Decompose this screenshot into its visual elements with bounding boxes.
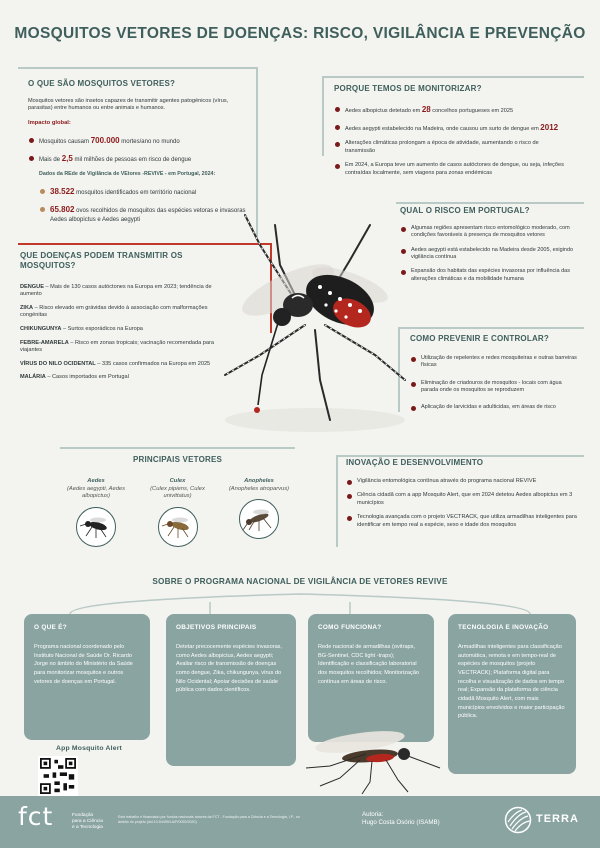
item-text: Mosquitos causam	[39, 138, 91, 145]
vector-species: (Anopheles atroparvus)	[228, 485, 290, 492]
program-heading: SOBRE O PROGRAMA NACIONAL DE VIGILÂNCIA DE VETORES REVIVE	[152, 577, 448, 586]
item-text: concelhos portugueses em 2025	[430, 107, 514, 114]
revive-label: Dados da REde de Vigilância de VEtores -REVIVE - em Portugal, 2024:	[39, 171, 216, 178]
bullet-icon	[347, 494, 352, 499]
list-item	[334, 123, 570, 134]
item-text: Eliminação de criadouros de mosquitos - locais com água parada onde os mosquitos se reproduzem	[421, 379, 562, 394]
list-item	[400, 268, 580, 283]
item-highlight: 28	[421, 104, 431, 114]
fct-logo: fct	[18, 802, 54, 831]
disease-item	[20, 361, 220, 369]
app-label: App Mosquito Alert	[55, 745, 123, 752]
funding-text: Este trabalho é financiado por fundos nacionais através da FCT - Fundação para a Ciência e a Tecnologia, I.P., no âmbito do projeto (doi:10.54499/LA/P/0092/2020)	[118, 815, 300, 825]
bullet-icon	[40, 207, 45, 212]
card-title: OBJETIVOS PRINCIPAIS	[176, 624, 257, 631]
item-text: Vigilância entomológica contínua através do programa nacional REVIVE	[357, 477, 537, 484]
section-divider	[322, 76, 324, 156]
terra-logo-icon	[504, 806, 532, 834]
program-card	[448, 614, 576, 774]
prevent-section	[410, 334, 580, 419]
vector-species: (Culex pipiens, Culex univittatus)	[150, 485, 205, 500]
disease-name: VÍRUS DO NILO OCIDENTAL	[20, 360, 96, 367]
disease-text: – Risco elevado em grávidas devido à associação com malformações congénitas	[20, 304, 208, 319]
disease-text: – Mais de 130 casos autóctones na Europa em 2023; tendência de aumento	[20, 283, 212, 298]
item-text: Em 2024, a Europa teve um aumento de casos autóctones de dengue, ou seja, infeções contraídas localmente, sem viagens para zonas endémicas	[345, 162, 564, 177]
qr-code-android[interactable]	[38, 756, 78, 796]
card-text: Detetar precocemente espécies invasoras, como Aedes albopictus, Aedes aegypti; Avaliar risco de transmissão de doenças como dengue, Zika, chikungunya, vírus do Nilo Ocidental; Apoiar decisões de saúde pública com dados científicos.	[176, 643, 283, 694]
card-text: Rede nacional de armadilhas (ovitraps, BG-Sentinel, CDC light -traps); Identificação e classificação laboratorial dos mosquitos recolhidos; Monitorização contínua em áreas de risco.	[318, 643, 420, 685]
mosquito-icon	[239, 499, 279, 539]
item-text: Algumas regiões apresentam risco entomológico moderado, com condições favoráveis à presença de mosquitos vetores	[411, 224, 570, 239]
list-item	[400, 247, 580, 262]
disease-item	[20, 326, 220, 334]
list-item	[346, 514, 582, 529]
program-card	[24, 614, 150, 740]
section-divider	[336, 455, 338, 547]
disease-name: DENGUE	[20, 283, 44, 290]
mosquito-icon	[158, 507, 198, 547]
section-divider	[322, 76, 584, 78]
card-title: TECNOLOGIA E INOVAÇÃO	[458, 624, 549, 631]
disease-item	[20, 284, 220, 299]
bullet-icon	[411, 406, 416, 411]
mosquito-photo	[300, 716, 450, 796]
vector-name: Aedes	[87, 477, 105, 484]
disease-text: – Casos importados em Portugal	[45, 374, 129, 381]
disease-name: ZIKA	[20, 304, 34, 311]
item-text: Aedes albopictus detetado em	[345, 107, 422, 114]
card-text: Programa nacional coordenado pelo Instituto Nacional de Saúde Dr. Ricardo Jorge no âmbito do Ministério da Saúde para monitorizar mosquitos e outros vetores de doenças em Portugal.	[34, 643, 133, 685]
section-heading: PORQUE TEMOS DE MONITORIZAR?	[334, 84, 482, 93]
bullet-icon	[335, 125, 340, 130]
vectors-section	[60, 455, 295, 547]
item-text: Aedes aegypti está estabelecido na Madeira desde 2005, exigindo vigilância contínua	[411, 246, 574, 261]
section-divider	[60, 447, 295, 449]
list-item	[410, 404, 580, 411]
item-text: Aplicação de larvicidas e adulticidas, em áreas de risco	[421, 404, 556, 411]
intro-text: Mosquitos vetores são insetos capazes de transmitir agentes patogénicos (vírus, parasitas) entre humanos ou entre animais e humanos.	[28, 97, 229, 112]
section-divider	[18, 67, 258, 69]
item-text: ovos recolhidos de mosquitos das espécies vetoras e invasoras Aedes albopictus e Aedes aegypti	[50, 208, 246, 224]
author-block	[362, 811, 440, 828]
vector-aedes	[60, 478, 132, 547]
bullet-icon	[335, 107, 340, 112]
disease-item	[20, 340, 220, 355]
item-text: Expansão dos habitats das espécies invasoras por influência das alterações climáticas e da mobilidade humana	[411, 268, 570, 282]
section-heading: INOVAÇÃO E DESENVOLVIMENTO	[346, 458, 484, 467]
disease-item	[20, 374, 220, 382]
vector-species: (Aedes aegypti, Aedes albopictus)	[66, 485, 126, 500]
list-item	[410, 355, 580, 370]
fct-line: e a Tecnologia	[72, 825, 103, 831]
item-highlight: 700.000	[90, 135, 120, 145]
list-item	[28, 136, 250, 147]
section-divider	[396, 202, 584, 204]
terra-name: TERRA	[536, 813, 579, 825]
disease-name: MALÁRIA	[20, 374, 46, 381]
bullet-icon	[347, 516, 352, 521]
section-heading: COMO PREVENIR E CONTROLAR?	[410, 334, 549, 343]
vector-name: Culex	[169, 477, 186, 484]
diseases-section	[20, 251, 220, 388]
item-highlight: 65.802	[50, 205, 75, 215]
fct-line: Fundação	[72, 813, 94, 818]
bullet-icon	[411, 357, 416, 362]
page-title: MOSQUITOS VETORES DE DOENÇAS: RISCO, VIGILÂNCIA E PREVENÇÃO	[14, 25, 586, 42]
bullet-icon	[347, 480, 352, 485]
item-highlight: 2,5	[61, 153, 73, 163]
item-text: Ciência cidadã com a app Mosquito Alert, que em 2024 detetou Aedes albopictus em 3 municípios	[357, 492, 573, 506]
disease-text: – Risco em zonas tropicais; vacinação recomendada para viajantes	[20, 339, 214, 354]
section-heading: O QUE SÃO MOSQUITOS VETORES?	[28, 79, 176, 88]
card-title: O QUE É?	[34, 624, 67, 631]
author-label: Autoria:	[362, 811, 384, 818]
card-text: Armadilhas inteligentes para classificação automática, remota e em tempo-real de espécies de mosquitos (projeto VECTRACK); Plataforma digital para recolha e visualização de dados em tempo real; Expansão da plataforma de ciência cidadã Mosquito Alert, com mais municípios envolvidos e maior participação pública.	[458, 643, 565, 720]
disease-name: FEBRE-AMARELA	[20, 339, 69, 346]
connector-lines	[20, 590, 580, 616]
impact-label: Impacto global:	[28, 119, 71, 126]
bullet-icon	[335, 164, 340, 169]
list-item	[334, 140, 570, 155]
item-text: mil milhões de pessoas em risco de dengue	[72, 156, 192, 163]
item-text: Utilização de repelentes e redes mosquiteiras e outras barreiras físicas	[421, 354, 577, 369]
disease-name: CHIKUNGUNYA	[20, 325, 62, 332]
bullet-icon	[411, 382, 416, 387]
item-text: Mais de	[39, 156, 62, 163]
section-heading: PRINCIPAIS VETORES	[132, 455, 223, 464]
section-heading: QUAL O RISCO EM PORTUGAL?	[400, 206, 530, 215]
qr-icon	[40, 758, 76, 794]
vector-culex	[142, 478, 214, 547]
bullet-icon	[29, 156, 34, 161]
author-name: Hugo Costa Osório (ISAMB)	[362, 819, 440, 827]
fct-line: para a Ciência	[72, 819, 103, 825]
vector-anopheles	[223, 478, 295, 547]
list-item	[400, 225, 580, 240]
item-text: Alterações climáticas prolongam a época de atividade, aumentando o risco de transmissão	[345, 140, 539, 154]
section-divider	[398, 327, 584, 329]
bullet-icon	[29, 138, 34, 143]
bullet-icon	[335, 142, 340, 147]
bullet-icon	[40, 189, 45, 194]
section-heading: QUE DOENÇAS PODEM TRANSMITIR OS MOSQUITOS?	[20, 251, 183, 271]
list-item	[346, 492, 582, 507]
vector-name: Anopheles	[244, 477, 274, 484]
section-divider	[336, 455, 584, 457]
item-highlight: 2012	[540, 122, 559, 132]
list-item	[28, 154, 250, 165]
disease-item	[20, 305, 220, 320]
item-highlight: 38.522	[50, 187, 75, 197]
disease-text: – Surtos esporádicos na Europa	[61, 325, 143, 332]
risk-section	[400, 206, 580, 290]
disease-text: – 335 casos confirmados na Europa em 2025	[95, 360, 211, 367]
why-monitor-section	[334, 84, 570, 185]
list-item	[346, 478, 582, 486]
program-card	[166, 614, 296, 766]
card-title: COMO FUNCIONA?	[318, 624, 382, 631]
mosquito-illustration	[200, 205, 420, 435]
item-text: Tecnologia avançada com o projeto VECTRACK, que utiliza armadilhas inteligentes para identificar em tempo real a espécie, sexo e idade dos mosquitos	[357, 514, 577, 528]
list-item	[334, 162, 570, 177]
item-text: Aedes aegypti estabelecido na Madeira, onde causou um surto de dengue em	[345, 125, 541, 132]
item-text: mortes/ano no mundo	[119, 138, 180, 145]
list-item	[410, 380, 580, 395]
item-text: mosquitos identificados em território nacional	[74, 190, 197, 197]
fct-name	[72, 813, 103, 832]
mosquito-icon	[76, 507, 116, 547]
list-item	[334, 105, 570, 116]
innovation-section	[346, 458, 582, 537]
list-item	[39, 187, 250, 198]
